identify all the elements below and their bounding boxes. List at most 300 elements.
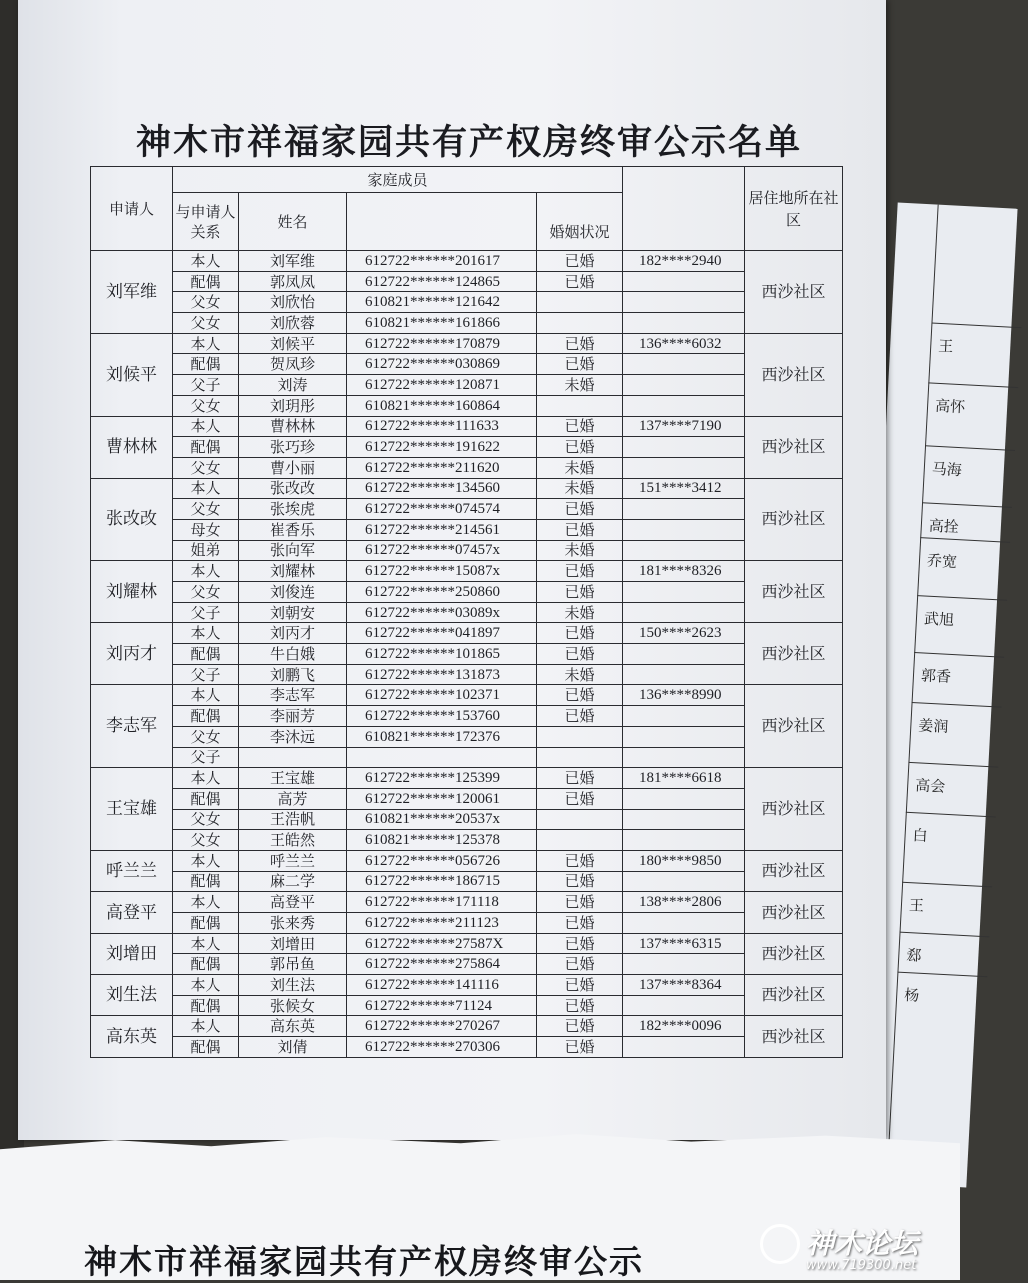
applicant-cell: 呼兰兰 [91, 850, 173, 891]
member-name-cell: 张候女 [239, 995, 347, 1016]
relation-cell: 配偶 [173, 1037, 239, 1058]
adjacent-page-rule [920, 537, 1010, 543]
watermark-url: www.719300.net [806, 1258, 917, 1273]
member-name-cell: 刘倩 [239, 1037, 347, 1058]
id-number-cell: 612722******041897 [347, 623, 537, 644]
roster-body [91, 251, 843, 1058]
marital-status-cell: 已婚 [537, 437, 623, 458]
marital-status-cell [537, 809, 623, 830]
marital-status-cell [537, 292, 623, 313]
adjacent-page-name: 高会 [914, 776, 946, 796]
adjacent-page-rule [906, 812, 996, 818]
table-row [91, 871, 843, 892]
phone-cell: 151****3412 [623, 478, 745, 499]
notice-sheet [18, 0, 886, 1140]
id-number-cell: 612722******170879 [347, 333, 537, 354]
phone-cell-empty [623, 995, 745, 1016]
table-row [91, 375, 843, 396]
table-row [91, 354, 843, 375]
member-name-cell: 刘生法 [239, 975, 347, 996]
relation-cell: 配偶 [173, 954, 239, 975]
document-title: 神木市祥福家园共有产权房终审公示名单 [136, 123, 803, 163]
relation-cell: 本人 [173, 478, 239, 499]
marital-status-cell: 已婚 [537, 333, 623, 354]
id-number-cell: 612722******250860 [347, 582, 537, 603]
member-name-cell: 刘丙才 [239, 623, 347, 644]
relation-cell: 配偶 [173, 354, 239, 375]
table-row [91, 995, 843, 1016]
adjacent-page-name: 郭香 [920, 666, 952, 686]
phone-cell-empty [623, 1037, 745, 1058]
table-row [91, 499, 843, 520]
phone-cell-empty [623, 726, 745, 747]
marital-status-cell: 已婚 [537, 913, 623, 934]
member-name-cell: 王宝雄 [239, 768, 347, 789]
phone-cell-empty [623, 395, 745, 416]
applicant-cell: 刘增田 [91, 933, 173, 974]
phone-cell-empty [623, 499, 745, 520]
marital-status-cell: 未婚 [537, 375, 623, 396]
relation-cell: 本人 [173, 623, 239, 644]
marital-status-cell: 已婚 [537, 1016, 623, 1037]
header-id-number [347, 193, 537, 251]
member-name-cell: 郭凤凤 [239, 271, 347, 292]
phone-cell-empty [623, 375, 745, 396]
member-name-cell: 郭吊鱼 [239, 954, 347, 975]
id-number-cell: 610821******161866 [347, 313, 537, 334]
phone-cell-empty [623, 788, 745, 809]
adjacent-page-rule [902, 882, 992, 888]
marital-status-cell: 已婚 [537, 995, 623, 1016]
phone-cell: 181****6618 [623, 768, 745, 789]
relation-cell: 父女 [173, 809, 239, 830]
id-number-cell: 612722******03089x [347, 602, 537, 623]
marital-status-cell: 已婚 [537, 354, 623, 375]
id-number-cell: 612722******275864 [347, 954, 537, 975]
id-number-cell: 612722******111633 [347, 416, 537, 437]
header-family-members: 家庭成员 [173, 167, 623, 193]
relation-cell: 父女 [173, 395, 239, 416]
phone-cell: 182****2940 [623, 251, 745, 272]
community-cell: 西沙社区 [745, 561, 843, 623]
marital-status-cell: 已婚 [537, 416, 623, 437]
marital-status-cell: 已婚 [537, 892, 623, 913]
phone-cell: 137****6315 [623, 933, 745, 954]
id-number-cell: 612722******056726 [347, 850, 537, 871]
id-number-cell: 612722******191622 [347, 437, 537, 458]
table-row [91, 602, 843, 623]
id-number-cell: 612722******102371 [347, 685, 537, 706]
adjacent-page-rule [917, 595, 1007, 601]
adjacent-page-name: 白 [912, 826, 929, 845]
id-number-cell: 612722******07457x [347, 540, 537, 561]
relation-cell: 父女 [173, 726, 239, 747]
phone-cell-empty [623, 292, 745, 313]
phone-cell-empty [623, 540, 745, 561]
id-number-cell: 612722******211620 [347, 457, 537, 478]
applicant-cell: 刘候平 [91, 333, 173, 416]
table-row [91, 478, 843, 499]
id-number-cell: 612722******270306 [347, 1037, 537, 1058]
id-number-cell: 610821******125378 [347, 830, 537, 851]
table-row [91, 540, 843, 561]
adjacent-page-rule [928, 382, 1018, 388]
member-name-cell: 高东英 [239, 1016, 347, 1037]
relation-cell: 本人 [173, 892, 239, 913]
table-row [91, 623, 843, 644]
phone-cell-empty [623, 313, 745, 334]
adjacent-page-names [898, 203, 1018, 1005]
marital-status-cell: 未婚 [537, 540, 623, 561]
member-name-cell: 王浩帆 [239, 809, 347, 830]
phone-cell-empty [623, 664, 745, 685]
table-row [91, 685, 843, 706]
phone-cell: 138****2806 [623, 892, 745, 913]
phone-cell-empty [623, 354, 745, 375]
table-row [91, 664, 843, 685]
community-cell: 西沙社区 [745, 850, 843, 891]
table-row [91, 644, 843, 665]
forum-watermark [760, 1222, 956, 1276]
community-cell: 西沙社区 [745, 333, 843, 416]
adjacent-page-name: 郄 [905, 946, 922, 965]
table-row [91, 975, 843, 996]
marital-status-cell [537, 726, 623, 747]
marital-status-cell: 已婚 [537, 582, 623, 603]
adjacent-page-rule [922, 502, 1012, 508]
table-row [91, 830, 843, 851]
relation-cell: 母女 [173, 519, 239, 540]
table-row [91, 333, 843, 354]
phone-cell: 181****8326 [623, 561, 745, 582]
id-number-cell: 612722******125399 [347, 768, 537, 789]
member-name-cell: 呼兰兰 [239, 850, 347, 871]
id-number-cell: 612722******120061 [347, 788, 537, 809]
table-row [91, 416, 843, 437]
adjacent-page-border [886, 205, 938, 1184]
member-name-cell: 贺凤珍 [239, 354, 347, 375]
table-row [91, 809, 843, 830]
relation-cell: 本人 [173, 685, 239, 706]
marital-status-cell: 已婚 [537, 685, 623, 706]
header-name: 姓名 [239, 193, 347, 251]
marital-status-cell: 未婚 [537, 664, 623, 685]
table-row [91, 768, 843, 789]
relation-cell: 配偶 [173, 913, 239, 934]
member-name-cell: 刘欣蓉 [239, 313, 347, 334]
relation-cell: 本人 [173, 975, 239, 996]
table-row [91, 457, 843, 478]
id-number-cell: 612722******101865 [347, 644, 537, 665]
marital-status-cell: 已婚 [537, 788, 623, 809]
phone-cell-empty [623, 747, 745, 768]
applicant-cell: 刘生法 [91, 975, 173, 1016]
member-name-cell: 刘耀林 [239, 561, 347, 582]
phone-cell-empty [623, 644, 745, 665]
id-number-cell: 612722******134560 [347, 478, 537, 499]
id-number-cell: 612722******201617 [347, 251, 537, 272]
relation-cell: 本人 [173, 1016, 239, 1037]
phone-cell: 136****6032 [623, 333, 745, 354]
id-number-cell: 610821******121642 [347, 292, 537, 313]
applicant-cell: 张改改 [91, 478, 173, 561]
marital-status-cell: 已婚 [537, 975, 623, 996]
member-name-cell: 刘候平 [239, 333, 347, 354]
member-name-cell: 王皓然 [239, 830, 347, 851]
phone-cell: 150****2623 [623, 623, 745, 644]
marital-status-cell: 已婚 [537, 850, 623, 871]
applicant-cell: 高东英 [91, 1016, 173, 1057]
marital-status-cell: 已婚 [537, 623, 623, 644]
member-name-cell: 高登平 [239, 892, 347, 913]
table-row [91, 561, 843, 582]
member-name-cell: 张巧珍 [239, 437, 347, 458]
marital-status-cell: 未婚 [537, 478, 623, 499]
community-cell: 西沙社区 [745, 685, 843, 768]
marital-status-cell: 已婚 [537, 1037, 623, 1058]
adjacent-page-name: 王 [937, 336, 954, 356]
relation-cell: 配偶 [173, 271, 239, 292]
member-name-cell: 曹小丽 [239, 457, 347, 478]
applicant-cell: 刘丙才 [91, 623, 173, 685]
adjacent-page-name: 武旭 [923, 609, 955, 630]
id-number-cell: 612722******214561 [347, 519, 537, 540]
relation-cell: 配偶 [173, 644, 239, 665]
phone-cell-empty [623, 871, 745, 892]
member-name-cell: 刘玥彤 [239, 395, 347, 416]
member-name-cell: 张埃虎 [239, 499, 347, 520]
adjacent-page-name: 姜润 [917, 716, 949, 736]
member-name-cell: 曹林林 [239, 416, 347, 437]
relation-cell: 配偶 [173, 871, 239, 892]
applicant-cell: 刘军维 [91, 251, 173, 334]
applicant-cell: 高登平 [91, 892, 173, 933]
marital-status-cell [537, 313, 623, 334]
table-row [91, 788, 843, 809]
community-cell: 西沙社区 [745, 251, 843, 334]
header-marital-status: 婚姻状况 [537, 193, 623, 251]
applicant-cell: 刘耀林 [91, 561, 173, 623]
member-name-cell: 张来秀 [239, 913, 347, 934]
marital-status-cell: 已婚 [537, 499, 623, 520]
header-applicant: 申请人 [91, 167, 173, 251]
member-name-cell: 刘鹏飞 [239, 664, 347, 685]
community-cell: 西沙社区 [745, 933, 843, 974]
member-name-cell: 刘增田 [239, 933, 347, 954]
marital-status-cell [537, 830, 623, 851]
relation-cell: 姐弟 [173, 540, 239, 561]
id-number-cell: 612722******171118 [347, 892, 537, 913]
relation-cell: 父子 [173, 375, 239, 396]
marital-status-cell: 已婚 [537, 251, 623, 272]
member-name-cell: 崔香乐 [239, 519, 347, 540]
relation-cell: 配偶 [173, 437, 239, 458]
table-row [91, 292, 843, 313]
member-name-cell: 牛白娥 [239, 644, 347, 665]
relation-cell: 父子 [173, 602, 239, 623]
id-number-cell: 612722******211123 [347, 913, 537, 934]
table-row [91, 747, 843, 768]
relation-cell: 本人 [173, 933, 239, 954]
id-number-cell [347, 747, 537, 768]
community-cell: 西沙社区 [745, 416, 843, 478]
adjacent-page-rule [900, 932, 990, 938]
applicant-cell: 李志军 [91, 685, 173, 768]
header-relation: 与申请人关系 [173, 193, 239, 251]
relation-cell: 父女 [173, 292, 239, 313]
phone-cell-empty [623, 271, 745, 292]
id-number-cell: 612722******141116 [347, 975, 537, 996]
id-number-cell: 612722******15087x [347, 561, 537, 582]
adjacent-page-rule [897, 972, 987, 978]
marital-status-cell: 已婚 [537, 954, 623, 975]
relation-cell: 父子 [173, 664, 239, 685]
member-name-cell: 张改改 [239, 478, 347, 499]
member-name-cell: 高芳 [239, 788, 347, 809]
member-name-cell: 张向军 [239, 540, 347, 561]
table-row [91, 271, 843, 292]
id-number-cell: 612722******030869 [347, 354, 537, 375]
table-row [91, 850, 843, 871]
header-community: 居住地所在社区 [745, 167, 843, 251]
adjacent-page-name: 高怀 [934, 396, 966, 417]
relation-cell: 父女 [173, 313, 239, 334]
adjacent-page-rule [925, 445, 1015, 451]
marital-status-cell: 已婚 [537, 271, 623, 292]
marital-status-cell: 已婚 [537, 519, 623, 540]
id-number-cell: 612722******153760 [347, 706, 537, 727]
table-row [91, 706, 843, 727]
relation-cell: 父子 [173, 747, 239, 768]
id-number-cell: 612722******131873 [347, 664, 537, 685]
header-phone [623, 167, 745, 251]
applicant-cell: 王宝雄 [91, 768, 173, 851]
adjacent-page-rule [931, 322, 1021, 328]
table-row [91, 313, 843, 334]
community-cell: 西沙社区 [745, 623, 843, 685]
id-number-cell: 610821******160864 [347, 395, 537, 416]
marital-status-cell: 未婚 [537, 602, 623, 623]
member-name-cell: 刘欣怡 [239, 292, 347, 313]
relation-cell: 配偶 [173, 788, 239, 809]
table-row [91, 954, 843, 975]
marital-status-cell: 已婚 [537, 561, 623, 582]
adjacent-page-rule [912, 702, 1002, 708]
adjacent-page-name: 乔宽 [926, 551, 958, 572]
phone-cell: 136****8990 [623, 685, 745, 706]
phone-cell-empty [623, 830, 745, 851]
relation-cell: 本人 [173, 416, 239, 437]
table-row [91, 395, 843, 416]
marital-status-cell: 已婚 [537, 644, 623, 665]
table-row [91, 582, 843, 603]
member-name-cell: 李丽芳 [239, 706, 347, 727]
applicant-cell: 曹林林 [91, 416, 173, 478]
id-number-cell: 612722******120871 [347, 375, 537, 396]
marital-status-cell: 未婚 [537, 457, 623, 478]
community-cell: 西沙社区 [745, 478, 843, 561]
table-row [91, 1037, 843, 1058]
id-number-cell: 612722******71124 [347, 995, 537, 1016]
member-name-cell: 刘军维 [239, 251, 347, 272]
relation-cell: 本人 [173, 850, 239, 871]
adjacent-page-name: 马海 [931, 459, 963, 480]
phone-cell-empty [623, 913, 745, 934]
member-name-cell: 李沐远 [239, 726, 347, 747]
forum-logo-icon [760, 1224, 800, 1264]
table-row [91, 913, 843, 934]
marital-status-cell: 已婚 [537, 871, 623, 892]
table-row [91, 519, 843, 540]
phone-cell: 137****8364 [623, 975, 745, 996]
watermark-name: 神木论坛 [806, 1227, 919, 1260]
relation-cell: 本人 [173, 333, 239, 354]
table-row [91, 251, 843, 272]
phone-cell: 137****7190 [623, 416, 745, 437]
id-number-cell: 612722******124865 [347, 271, 537, 292]
phone-cell: 180****9850 [623, 850, 745, 871]
member-name-cell: 刘涛 [239, 375, 347, 396]
phone-cell-empty [623, 457, 745, 478]
phone-cell-empty [623, 602, 745, 623]
community-cell: 西沙社区 [745, 892, 843, 933]
relation-cell: 配偶 [173, 706, 239, 727]
table-row [91, 437, 843, 458]
relation-cell: 父女 [173, 499, 239, 520]
id-number-cell: 612722******27587X [347, 933, 537, 954]
marital-status-cell [537, 747, 623, 768]
member-name-cell: 刘俊连 [239, 582, 347, 603]
phone-cell-empty [623, 954, 745, 975]
marital-status-cell: 已婚 [537, 768, 623, 789]
phone-cell-empty [623, 582, 745, 603]
relation-cell: 本人 [173, 251, 239, 272]
adjacent-page-name: 王 [908, 896, 925, 915]
id-number-cell: 610821******172376 [347, 726, 537, 747]
next-sheet-title: 神木市祥福家园共有产权房终审公示 [84, 1242, 644, 1281]
relation-cell: 本人 [173, 768, 239, 789]
relation-cell: 父女 [173, 457, 239, 478]
community-cell: 西沙社区 [745, 768, 843, 851]
marital-status-cell: 已婚 [537, 706, 623, 727]
roster-table [90, 166, 843, 1058]
id-number-cell: 612722******186715 [347, 871, 537, 892]
table-row [91, 892, 843, 913]
adjacent-page-rule [908, 762, 998, 768]
id-number-cell: 612722******074574 [347, 499, 537, 520]
relation-cell: 父女 [173, 582, 239, 603]
id-number-cell: 610821******20537x [347, 809, 537, 830]
relation-cell: 本人 [173, 561, 239, 582]
phone-cell-empty [623, 809, 745, 830]
table-row [91, 1016, 843, 1037]
table-row [91, 933, 843, 954]
adjacent-page-rule [914, 652, 1004, 658]
phone-cell-empty [623, 437, 745, 458]
phone-cell-empty [623, 706, 745, 727]
member-name-cell: 李志军 [239, 685, 347, 706]
id-number-cell: 612722******270267 [347, 1016, 537, 1037]
marital-status-cell: 已婚 [537, 933, 623, 954]
adjacent-page-name: 杨 [903, 985, 920, 1005]
phone-cell-empty [623, 519, 745, 540]
marital-status-cell [537, 395, 623, 416]
member-name-cell [239, 747, 347, 768]
table-row [91, 726, 843, 747]
adjacent-page-name: 高拴 [928, 516, 960, 537]
relation-cell: 父女 [173, 830, 239, 851]
member-name-cell: 麻二学 [239, 871, 347, 892]
